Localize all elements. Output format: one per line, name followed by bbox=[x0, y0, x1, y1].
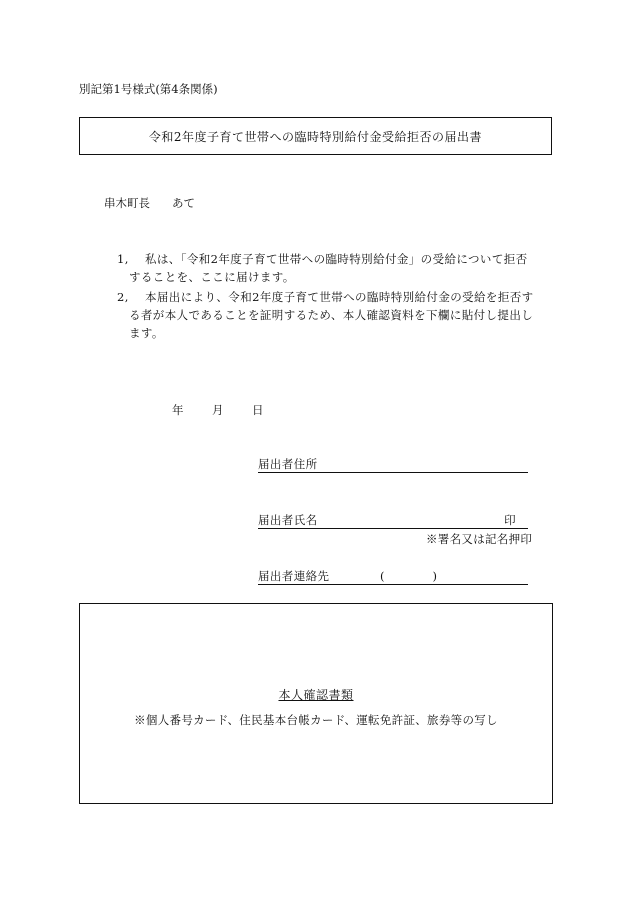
document-title: 令和2年度子育て世帯への臨時特別給付金受給拒否の届出書 bbox=[148, 129, 483, 144]
addressee-name: 串木町長 bbox=[104, 196, 150, 210]
paragraph-line: 本届出により、令和2年度子育て世帯への臨時特別給付金の受給を拒否す bbox=[145, 290, 534, 304]
paragraph-line: 私は、「令和2年度子育て世帯への臨時特別給付金」の受給について拒否 bbox=[145, 252, 528, 266]
paragraph-line: することを、ここに届けます。 bbox=[129, 270, 295, 284]
date-month: 月 bbox=[212, 403, 224, 417]
contact-parentheses: ( ) bbox=[380, 569, 438, 583]
address-label: 届出者住所 bbox=[258, 457, 318, 471]
document-title-box bbox=[79, 117, 552, 155]
paragraph-number: 2, bbox=[117, 290, 129, 304]
signature-note: ※署名又は記名押印 bbox=[426, 532, 533, 546]
id-document-attachment-box bbox=[79, 603, 553, 804]
contact-field[interactable] bbox=[258, 568, 528, 585]
id-document-title: 本人確認書類 bbox=[278, 688, 354, 702]
paragraph-line: る者が本人であることを証明するため、本人確認資料を下欄に貼付し提出し bbox=[129, 308, 534, 322]
date-year: 年 bbox=[172, 403, 184, 417]
paragraph-number: 1, bbox=[117, 252, 129, 266]
contact-label: 届出者連絡先 bbox=[258, 569, 330, 583]
address-field[interactable] bbox=[258, 456, 528, 473]
addressee-suffix: あて bbox=[172, 196, 195, 210]
paragraph-1 bbox=[117, 250, 537, 286]
paragraph-2 bbox=[117, 288, 537, 342]
name-label: 届出者氏名 bbox=[258, 513, 318, 527]
form-reference: 別記第1号様式(第4条関係) bbox=[79, 82, 218, 96]
name-field[interactable] bbox=[258, 512, 528, 529]
date-line bbox=[172, 402, 264, 418]
seal-mark: 印 bbox=[504, 513, 516, 527]
date-day: 日 bbox=[252, 403, 264, 417]
id-document-note: ※個人番号カード、住民基本台帳カード、運転免許証、旅券等の写し bbox=[134, 713, 498, 727]
paragraph-line: ます。 bbox=[129, 326, 164, 340]
addressee bbox=[104, 195, 195, 211]
